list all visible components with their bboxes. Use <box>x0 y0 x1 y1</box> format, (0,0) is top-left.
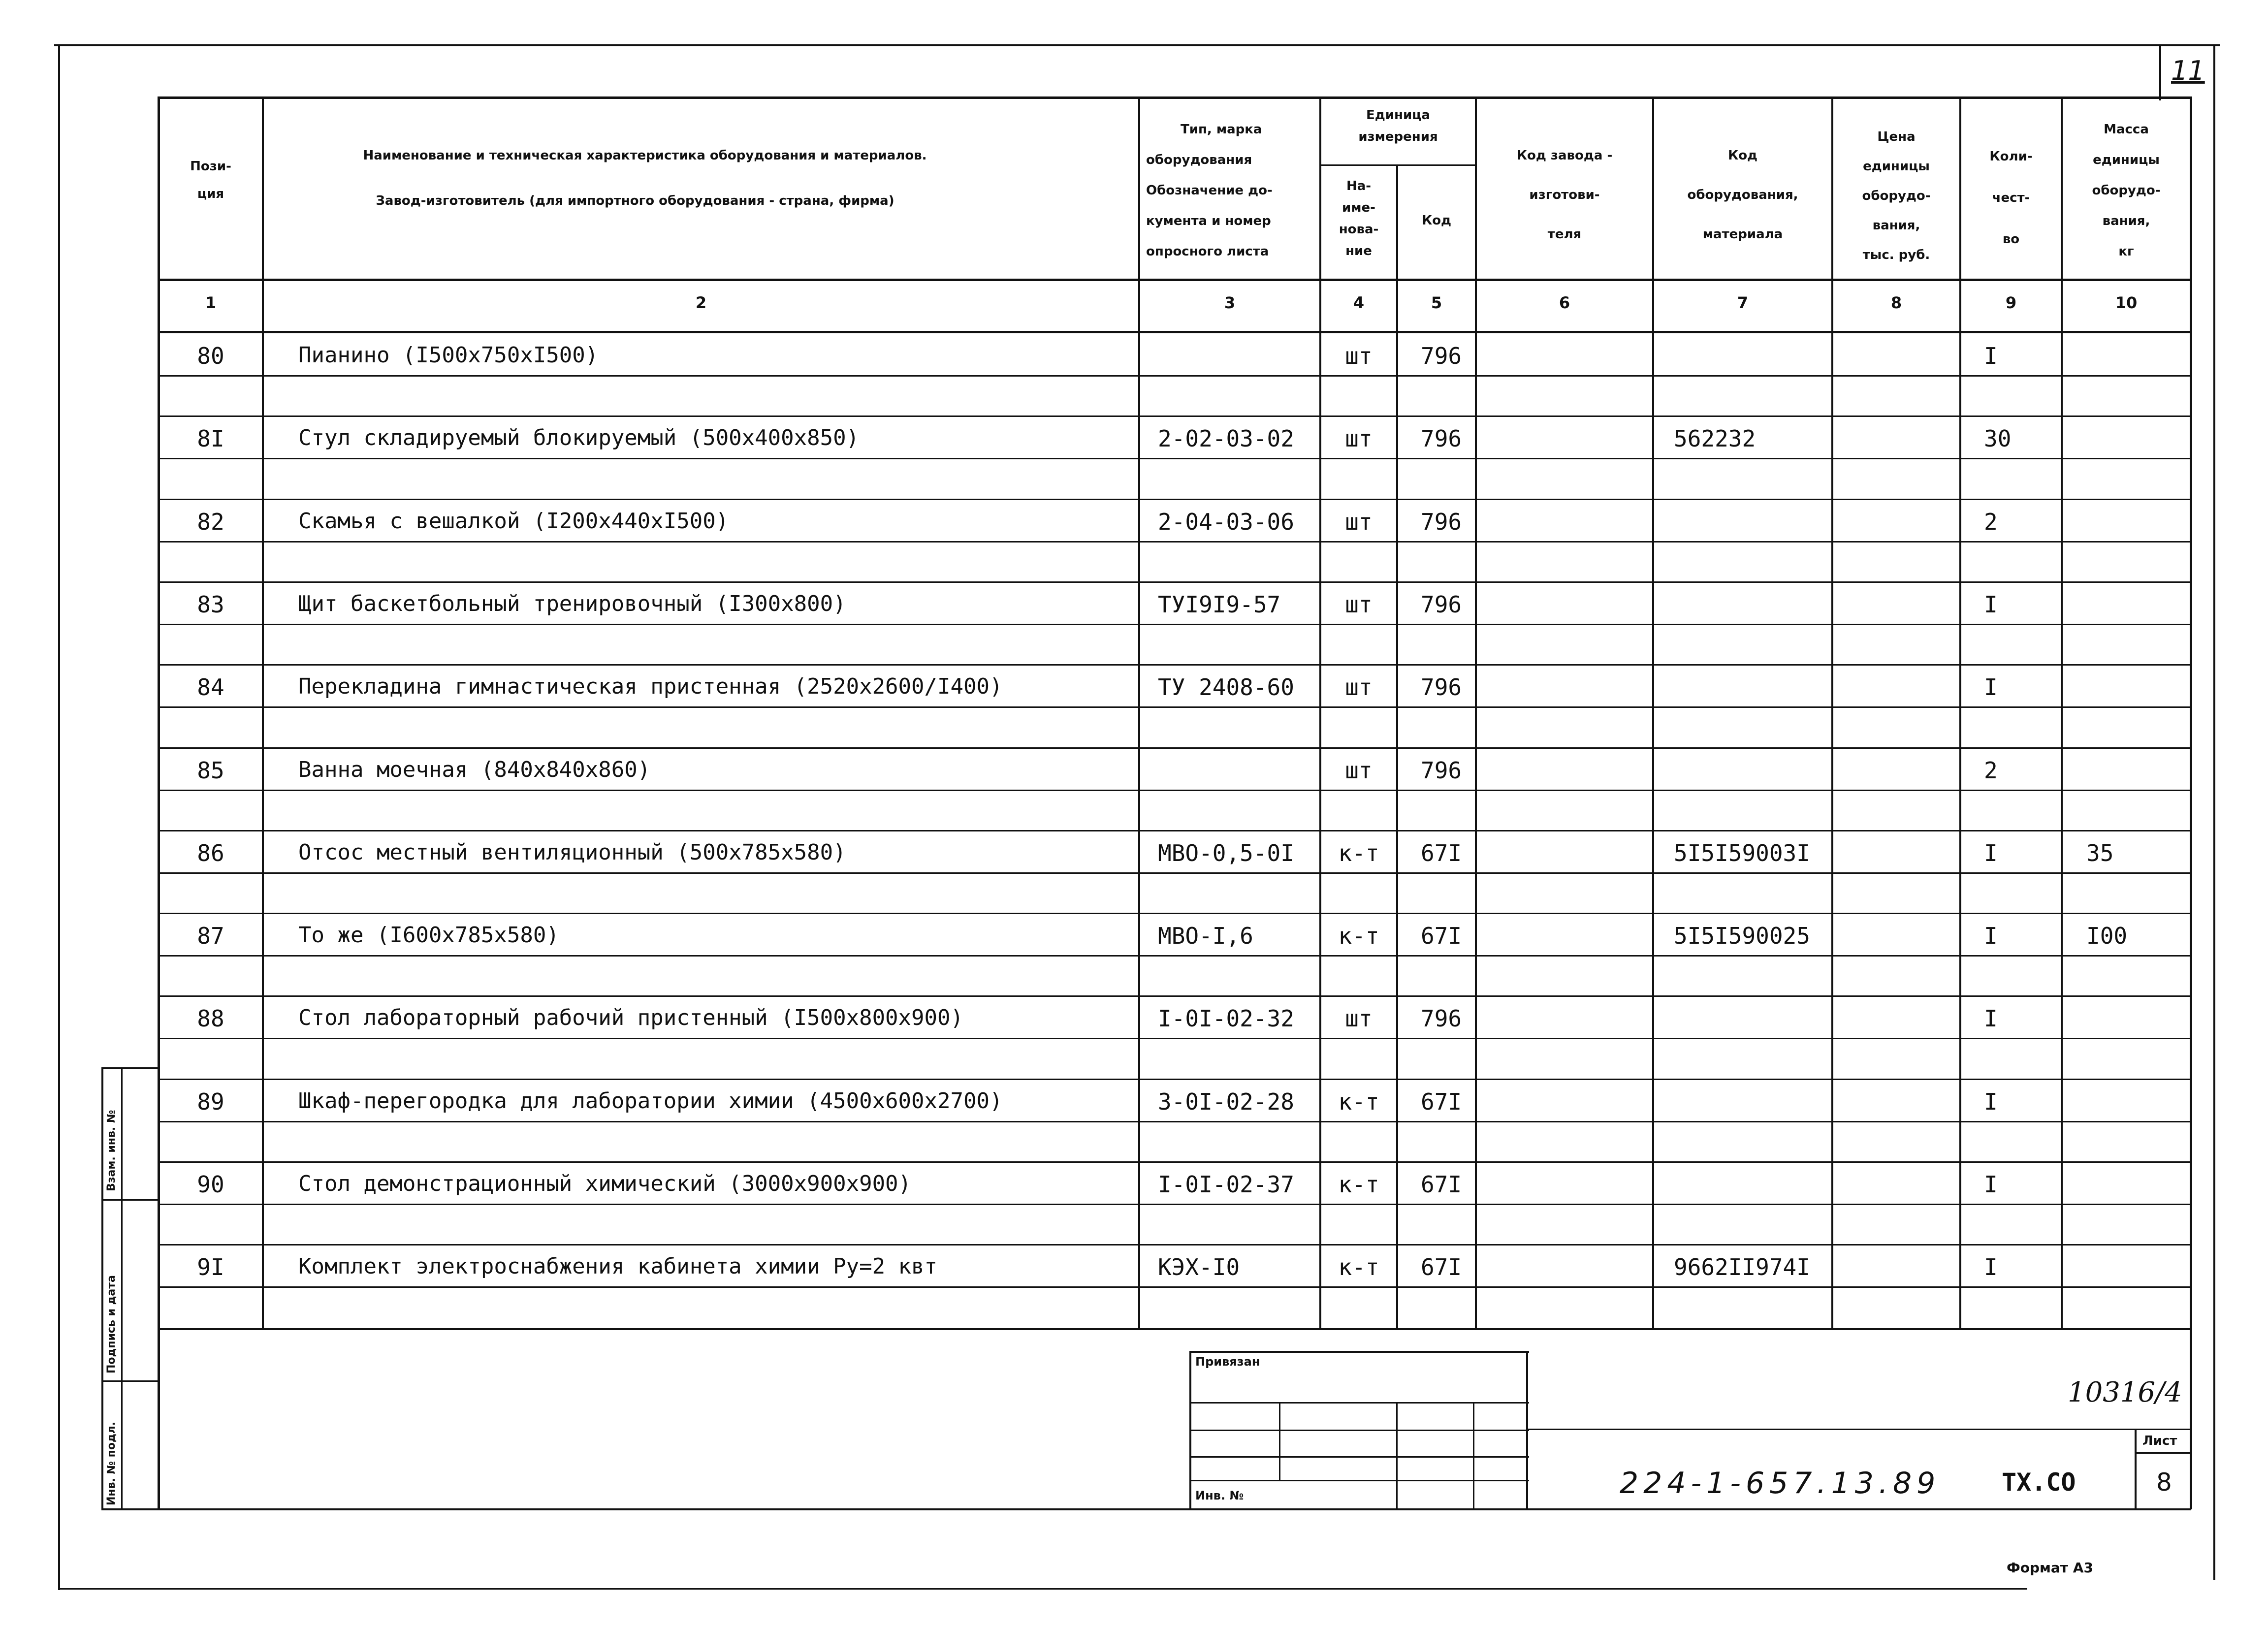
cell-pos: 84 <box>197 674 224 701</box>
row-divider <box>158 541 2191 543</box>
col-line-6 <box>1652 96 1654 1330</box>
cell-doc: МВО-0,5-0I <box>1158 839 1294 866</box>
column-number-2: 2 <box>695 293 707 312</box>
cell-equip: 562232 <box>1674 425 1756 452</box>
hdr-col4: На- име- нова- ние <box>1339 179 1379 258</box>
cell-qty: I <box>1984 343 1998 369</box>
cell-name: Перекладина гимнастическая пристенная (2520x2600/I400) <box>298 674 1003 700</box>
frame-right <box>2213 44 2215 1580</box>
cell-doc: ТУI9I9-57 <box>1158 591 1281 618</box>
col-line-8 <box>1959 96 1961 1330</box>
sheet-mark: 11 <box>2171 55 2205 86</box>
hdr-col7: Код оборудования, материала <box>1687 148 1798 242</box>
cell-code: 796 <box>1421 591 1462 618</box>
cell-qty: I <box>1984 1171 1998 1198</box>
format-label: Формат А3 <box>2007 1560 2093 1576</box>
sheet-mark-box-left <box>2159 46 2161 100</box>
hdr-col45-group: Единица измерения <box>1358 108 1438 144</box>
row-divider <box>158 872 2191 874</box>
column-number-4: 4 <box>1353 293 1365 312</box>
row-divider <box>158 747 2191 749</box>
cell-qty: I <box>1984 591 1998 618</box>
cell-doc: КЭХ-I0 <box>1158 1254 1240 1281</box>
cell-unit: шт <box>1345 757 1373 784</box>
side-col-left <box>101 1067 103 1510</box>
cell-code: 796 <box>1421 508 1462 535</box>
sheet-number: 8 <box>2156 1468 2172 1497</box>
hdr-col3: Тип, марка оборудования Обозначение до- кумента и номер опросного листа <box>1146 122 1273 259</box>
cell-mass: I00 <box>2086 923 2128 950</box>
cell-pos: 90 <box>197 1171 224 1198</box>
cell-qty: I <box>1984 923 1998 950</box>
column-number-3: 3 <box>1224 293 1236 312</box>
unit-group-line <box>1319 164 1477 166</box>
row-divider <box>158 1038 2191 1039</box>
cell-unit: шт <box>1345 508 1373 535</box>
cell-qty: 30 <box>1984 425 2012 452</box>
side-label-inv: Инв. № подл. <box>105 1421 118 1505</box>
privyazan-hline-2 <box>1189 1430 1529 1431</box>
cell-name: То же (I600x785x580) <box>298 923 559 948</box>
sheet-box-left <box>2135 1429 2137 1509</box>
cell-unit: к-т <box>1338 1171 1379 1198</box>
cell-qty: I <box>1984 1088 1998 1115</box>
privyazan-hline-4 <box>1189 1480 1529 1481</box>
cell-unit: шт <box>1345 1005 1373 1032</box>
cell-doc: ТУ 2408-60 <box>1158 674 1294 701</box>
cell-qty: I <box>1984 1254 1998 1281</box>
hdr-col10: Масса единицы оборудо- вания, кг <box>2092 122 2161 259</box>
table-top <box>158 96 2191 99</box>
row-divider <box>158 913 2191 914</box>
col-line-2 <box>1138 96 1140 1330</box>
sheet-box-mid <box>2135 1452 2191 1454</box>
side-div-2 <box>101 1380 160 1382</box>
cell-code: 67I <box>1421 1254 1462 1281</box>
cell-pos: 89 <box>197 1088 224 1115</box>
cell-pos: 86 <box>197 839 224 866</box>
privyazan-vline-3 <box>1473 1402 1474 1508</box>
row-divider <box>158 1244 2191 1245</box>
cell-code: 67I <box>1421 839 1462 866</box>
cell-unit: шт <box>1345 425 1373 452</box>
col-line-3 <box>1319 96 1321 1330</box>
frame-bottom <box>58 1588 2027 1590</box>
cell-unit: к-т <box>1338 839 1379 866</box>
cell-equip: 5I5I590025 <box>1674 923 1810 950</box>
column-number-7: 7 <box>1737 293 1749 312</box>
cell-doc: 3-0I-02-28 <box>1158 1088 1294 1115</box>
hdr-col1: Пози- ция <box>190 159 231 201</box>
row-divider <box>158 1161 2191 1163</box>
frame-left <box>58 44 60 1590</box>
col-line-1 <box>262 96 264 1330</box>
privyazan-hline-1 <box>1189 1402 1529 1404</box>
row-divider <box>158 375 2191 377</box>
handwritten-number: 10316/4 <box>2068 1376 2182 1408</box>
column-number-9: 9 <box>2005 293 2017 312</box>
cell-doc: I-0I-02-37 <box>1158 1171 1294 1198</box>
cell-pos: 83 <box>197 591 224 618</box>
cell-qty: I <box>1984 839 1998 866</box>
cell-unit: к-т <box>1338 1088 1379 1115</box>
sheet-label: Лист <box>2142 1434 2177 1448</box>
cell-pos: 85 <box>197 757 224 784</box>
cell-qty: I <box>1984 1005 1998 1032</box>
table-body-bottom <box>158 1328 2191 1330</box>
row-divider <box>158 664 2191 666</box>
cell-pos: 8I <box>197 425 224 452</box>
cell-unit: шт <box>1345 674 1373 701</box>
row-divider <box>158 1286 2191 1288</box>
column-number-6: 6 <box>1559 293 1570 312</box>
row-divider <box>158 1204 2191 1205</box>
cell-name: Стул складируемый блокируемый (500x400x850) <box>298 425 860 451</box>
row-divider <box>158 1079 2191 1080</box>
hdr-col6: Код завода - изготови- теля <box>1516 148 1613 242</box>
column-number-5: 5 <box>1431 293 1442 312</box>
code-row-top <box>1526 1429 2191 1430</box>
row-divider <box>158 581 2191 583</box>
cell-unit: шт <box>1345 343 1373 369</box>
cell-mass: 35 <box>2086 839 2114 866</box>
cell-equip: 5I5I59003I <box>1674 839 1810 866</box>
stamp-bottom <box>158 1508 2191 1510</box>
table-right <box>2190 96 2192 1509</box>
row-divider <box>158 624 2191 625</box>
cell-equip: 9662II974I <box>1674 1254 1810 1281</box>
sheet-code: ТХ.СО <box>2002 1468 2076 1497</box>
cell-qty: I <box>1984 674 1998 701</box>
row-divider <box>158 499 2191 500</box>
cell-code: 796 <box>1421 674 1462 701</box>
row-divider <box>158 458 2191 459</box>
side-div-1 <box>101 1199 160 1201</box>
privyazan-vline-2 <box>1396 1402 1398 1508</box>
frame-top <box>54 44 2220 46</box>
column-number-10: 10 <box>2115 293 2138 312</box>
col-line-7 <box>1831 96 1833 1330</box>
cell-unit: к-т <box>1338 1254 1379 1281</box>
cell-code: 67I <box>1421 1088 1462 1115</box>
cell-pos: 87 <box>197 923 224 950</box>
cell-unit: к-т <box>1338 923 1379 950</box>
cell-unit: шт <box>1345 591 1373 618</box>
cell-doc: МВО-I,6 <box>1158 923 1253 950</box>
side-label-podpis: Подпись и дата <box>105 1275 118 1373</box>
row-divider <box>158 830 2191 831</box>
hdr-col8: Цена единицы оборудо- вания, тыс. руб. <box>1862 129 1931 262</box>
cell-name: Стол лабораторный рабочий пристенный (I500x800x900) <box>298 1005 964 1031</box>
cell-name: Щит баскетбольный тренировочный (I300x800) <box>298 591 846 616</box>
hdr-col2-line1: Наименование и техническая характеристика оборудования и материалов. <box>363 148 927 163</box>
hdr-col5: Код <box>1421 213 1452 228</box>
row-divider <box>158 955 2191 957</box>
cell-pos: 82 <box>197 508 224 535</box>
cell-code: 796 <box>1421 343 1462 369</box>
row-divider <box>158 790 2191 791</box>
side-label-vzam: Взам. инв. № <box>105 1110 118 1191</box>
privyazan-hline-3 <box>1189 1456 1529 1458</box>
cell-code: 796 <box>1421 425 1462 452</box>
row-divider <box>158 415 2191 417</box>
privyazan-vline-1 <box>1279 1402 1280 1481</box>
cell-name: Скамья с вешалкой (I200x440xI500) <box>298 508 729 534</box>
cell-name: Отсос местный вентиляционный (500x785x580) <box>298 839 846 865</box>
cell-code: 67I <box>1421 923 1462 950</box>
cell-name: Стол демонстрационный химический (3000x900x900) <box>298 1171 912 1196</box>
side-col-right <box>121 1067 123 1510</box>
cell-doc: I-0I-02-32 <box>1158 1005 1294 1032</box>
privyazan-label: Привязан <box>1195 1355 1260 1369</box>
cell-doc: 2-04-03-06 <box>1158 508 1294 535</box>
col-line-5 <box>1475 96 1477 1330</box>
cell-code: 796 <box>1421 757 1462 784</box>
cell-pos: 9I <box>197 1254 224 1281</box>
inv-no-label: Инв. № <box>1195 1489 1244 1502</box>
cell-name: Комплект электроснабжения кабинета химии Ру=2 квт <box>298 1254 938 1279</box>
hdr-col9: Коли- чест- во <box>1989 149 2033 247</box>
document-code: 224-1-657.13.89 <box>1620 1466 1941 1500</box>
row-divider <box>158 995 2191 997</box>
hdr-col2-line2: Завод-изготовитель (для импортного оборудования - страна, фирма) <box>376 193 894 208</box>
col-line-9 <box>2061 96 2063 1330</box>
column-number-8: 8 <box>1890 293 1902 312</box>
cell-name: Пианино (I500x750xI500) <box>298 343 599 368</box>
cell-code: 796 <box>1421 1005 1462 1032</box>
cell-qty: 2 <box>1984 757 1998 784</box>
cell-qty: 2 <box>1984 508 1998 535</box>
cell-code: 67I <box>1421 1171 1462 1198</box>
column-number-1: 1 <box>205 293 217 312</box>
header-bottom <box>158 279 2191 281</box>
cell-pos: 80 <box>197 343 224 369</box>
privyazan-box-top <box>1189 1351 1529 1353</box>
side-col-top <box>101 1067 160 1069</box>
colnum-bottom <box>158 331 2191 333</box>
side-col-bottom <box>101 1508 160 1510</box>
cell-name: Ванна моечная (840x840x860) <box>298 757 651 782</box>
cell-doc: 2-02-03-02 <box>1158 425 1294 452</box>
cell-pos: 88 <box>197 1005 224 1032</box>
cell-name: Шкаф-перегородка для лаборатории химии (4500x600x2700) <box>298 1088 1003 1114</box>
row-divider <box>158 1121 2191 1122</box>
row-divider <box>158 706 2191 708</box>
